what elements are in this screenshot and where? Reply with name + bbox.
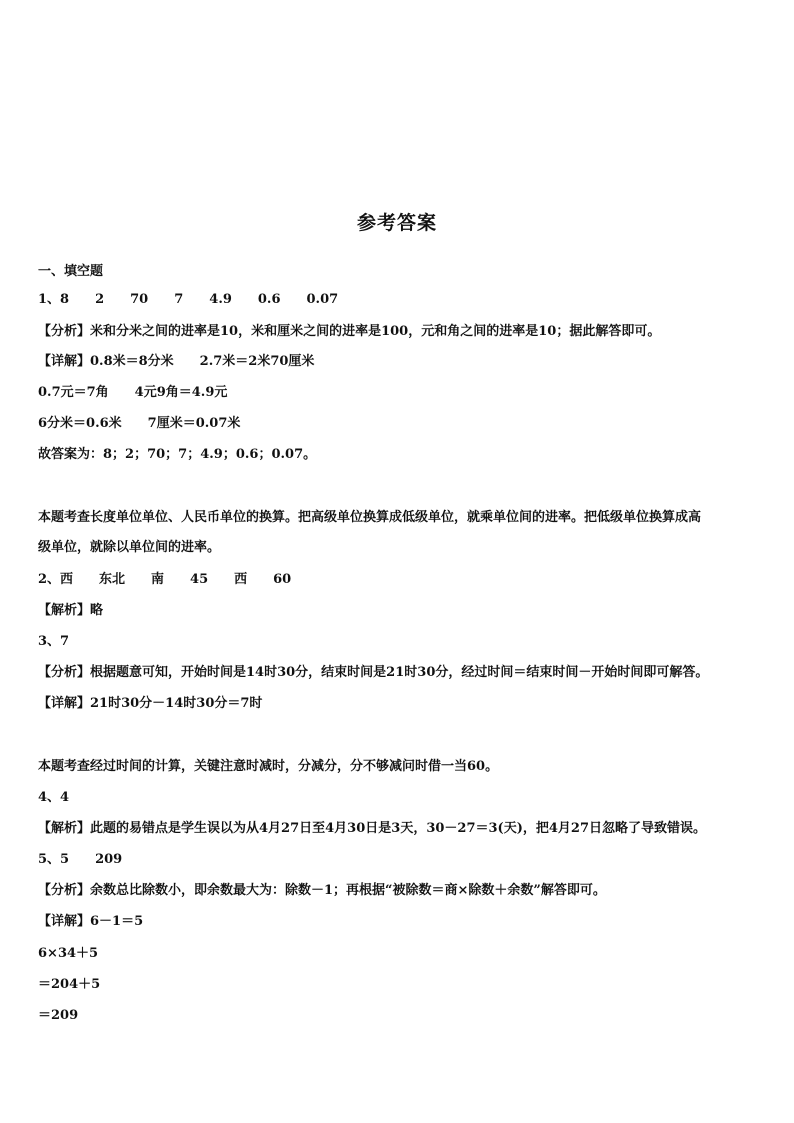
analysis-3: 【分析】根据题意可知，开始时间是14时30分，结束时间是21时30分，经过时间＝结束时间－开始时间即可解答。 [38,665,709,680]
answer-5: 5、5 209 [38,852,123,867]
detail-1-line-2: 0.7元＝7角 4元9角＝4.9元 [38,385,228,400]
answer-summary-1: 故答案为：8；2；70；7；4.9；0.6；0.07。 [38,447,317,462]
analysis-2: 【解析】略 [38,603,104,618]
analysis-1: 【分析】米和分米之间的进率是10，米和厘米之间的进率是100，元和角之间的进率是10；据此解答即可。 [38,324,661,339]
answer-2: 2、西 东北 南 45 西 60 [38,572,292,587]
detail-1-line-3: 6分米＝0.6米 7厘米＝0.07米 [38,416,241,431]
section-heading-fill-blank: 一、填空题 [38,264,104,279]
answer-1: 1、8 2 70 7 4.9 0.6 0.07 [38,292,339,307]
analysis-4: 【解析】此题的易错点是学生误以为从4月27日至4月30日是3天，30－27＝3(天)，把4月27日忽略了导致错误。 [38,821,706,836]
analysis-5: 【分析】余数总比除数小，即余数最大为：除数－1；再根据“被除数＝商×除数＋余数”解答即可。 [38,883,606,898]
detail-3: 【详解】21时30分－14时30分＝7时 [38,696,263,711]
note-1-line-2: 级单位，就除以单位间的进率。 [38,540,221,555]
detail-5-line-4: ＝209 [38,1008,79,1023]
answer-4: 4、4 [38,790,70,805]
note-1-line-1: 本题考查长度单位单位、人民币单位的换算。把高级单位换算成低级单位，就乘单位间的进率。把低级单位换算成高 [38,510,702,525]
answer-3: 3、7 [38,634,70,649]
note-3: 本题考查经过时间的计算，关键注意时减时，分减分，分不够减问时借一当60。 [38,759,499,774]
detail-5-line-3: ＝204＋5 [38,977,101,992]
detail-5-line-2: 6×34＋5 [38,946,99,961]
detail-5-line-1: 【详解】6－1＝5 [38,914,144,929]
detail-1-line-1: 【详解】0.8米＝8分米 2.7米＝2米70厘米 [38,354,315,369]
page-title: 参考答案 [356,212,437,234]
